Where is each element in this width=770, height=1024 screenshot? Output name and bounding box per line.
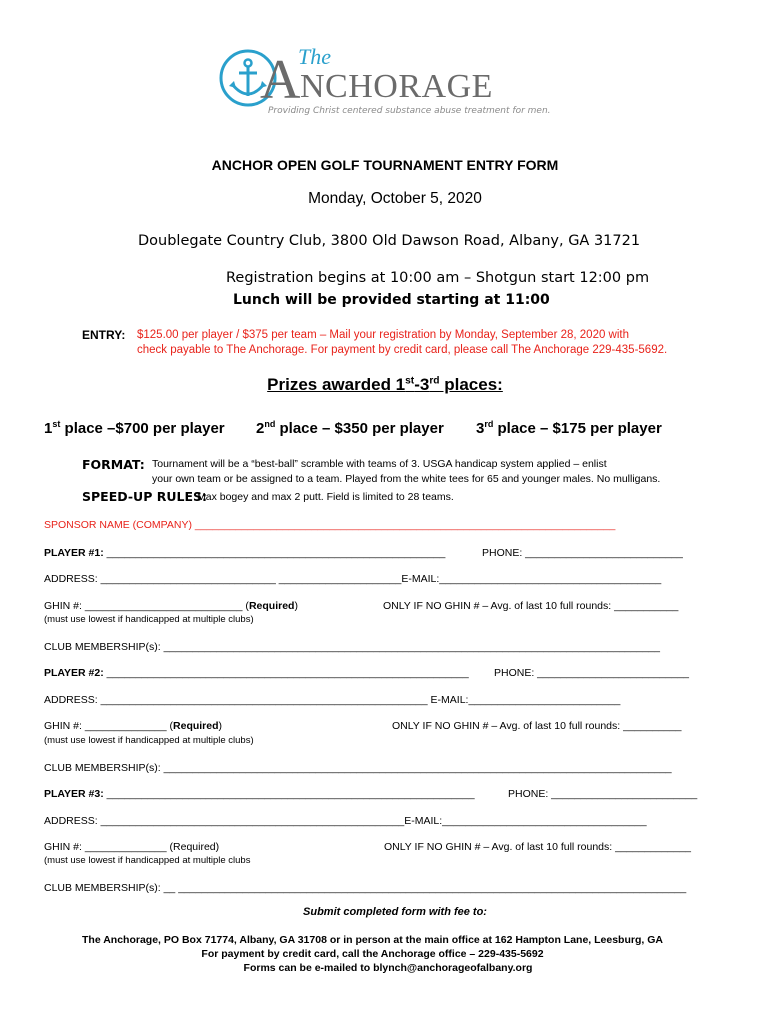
format-line-2: your own team or be assigned to a team. Played from the white tees for 65 and younger males. No mulligans. (152, 473, 661, 485)
speedup-text: Max bogey and max 2 putt. Field is limited to 28 teams. (197, 491, 454, 503)
player-1-club-field[interactable]: CLUB MEMBERSHIP(s): _____________________________________________________________________________________ (44, 641, 660, 653)
entry-label: ENTRY: (82, 328, 126, 342)
player-1-avg-field[interactable]: ONLY IF NO GHIN # – Avg. of last 10 full rounds: ___________ (383, 600, 679, 612)
player-2-ghin-field[interactable]: GHIN #: ______________ (Required) (44, 720, 223, 732)
event-date: Monday, October 5, 2020 (308, 190, 482, 207)
mailing-address: The Anchorage, PO Box 71774, Albany, GA 31708 or in person at the main office at 162 Hampton Lane, Leesburg, GA (82, 934, 663, 946)
player-3-address-field[interactable]: ADDRESS: ____________________________________________________E-MAIL:___________________________________ (44, 815, 647, 827)
format-label: FORMAT: (82, 457, 145, 472)
email-note: Forms can be e-mailed to blynch@anchorageofalbany.org (243, 962, 533, 974)
player-2-club-field[interactable]: CLUB MEMBERSHIP(s): _______________________________________________________________________________________ (44, 762, 672, 774)
player-3-note: (must use lowest if handicapped at multiple clubs (44, 855, 251, 866)
player-1-phone-field[interactable]: PHONE: ___________________________ (482, 547, 683, 559)
prize-first: 1st place –$700 per player (44, 419, 225, 437)
player-3-ghin-field[interactable]: GHIN #: ______________ (Required) (44, 841, 220, 853)
player-1-name-field[interactable]: PLAYER #1: __________________________________________________________ (44, 547, 446, 559)
player-3-avg-field[interactable]: ONLY IF NO GHIN # – Avg. of last 10 full rounds: _____________ (384, 841, 692, 853)
format-line-1: Tournament will be a “best-ball” scramble with teams of 3. USGA handicap system applied – enlist (152, 458, 607, 470)
logo-tagline: Providing Christ centered substance abuse treatment for men. (268, 106, 551, 116)
logo-the: The (298, 44, 331, 69)
registration-time: Registration begins at 10:00 am – Shotgun start 12:00 pm (226, 270, 650, 286)
prizes-heading: Prizes awarded 1st-3rd places: (267, 375, 503, 394)
speedup-label: SPEED-UP RULES: (82, 489, 207, 504)
credit-card-note: For payment by credit card, call the Anchorage office – 229-435-5692 (201, 948, 544, 960)
player-2-address-field[interactable]: ADDRESS: ________________________________________________________ E-MAIL:__________________________ (44, 694, 621, 706)
page-title: ANCHOR OPEN GOLF TOURNAMENT ENTRY FORM (211, 157, 559, 173)
player-2-avg-field[interactable]: ONLY IF NO GHIN # – Avg. of last 10 full rounds: __________ (392, 720, 682, 732)
prize-second: 2nd place – $350 per player (256, 419, 444, 437)
entry-line-2: check payable to The Anchorage. For payment by credit card, please call The Anchorage 229-435-5692. (137, 344, 668, 356)
player-3-club-field[interactable]: CLUB MEMBERSHIP(s): __ _______________________________________________________________________________________ (44, 882, 687, 894)
venue: Doublegate Country Club, 3800 Old Dawson Road, Albany, GA 31721 (138, 233, 641, 249)
logo (214, 40, 554, 120)
player-2-name-field[interactable]: PLAYER #2: ______________________________________________________________ (44, 667, 469, 679)
player-3-name-field[interactable]: PLAYER #3: _______________________________________________________________ (44, 788, 475, 800)
entry-line-1: $125.00 per player / $375 per team – Mail your registration by Monday, September 28, 2020 with (137, 329, 630, 341)
player-1-note: (must use lowest if handicapped at multiple clubs) (44, 614, 254, 625)
player-2-note: (must use lowest if handicapped at multiple clubs) (44, 735, 254, 746)
logo-name: NCHORAGE (300, 68, 493, 105)
player-2-phone-field[interactable]: PHONE: __________________________ (494, 667, 690, 679)
logo-initial: A (260, 49, 301, 111)
submit-instruction: Submit completed form with fee to: (303, 906, 487, 918)
prize-third: 3rd place – $175 per player (476, 419, 662, 437)
player-1-address-field[interactable]: ADDRESS: ______________________________ _____________________E-MAIL:______________________________________ (44, 573, 662, 585)
lunch-note: Lunch will be provided starting at 11:00 (233, 292, 550, 308)
player-1-ghin-field[interactable]: GHIN #: ___________________________ (Required) (44, 600, 298, 612)
player-3-phone-field[interactable]: PHONE: _________________________ (508, 788, 698, 800)
sponsor-field[interactable]: SPONSOR NAME (COMPANY) ________________________________________________________________________ (44, 519, 616, 531)
